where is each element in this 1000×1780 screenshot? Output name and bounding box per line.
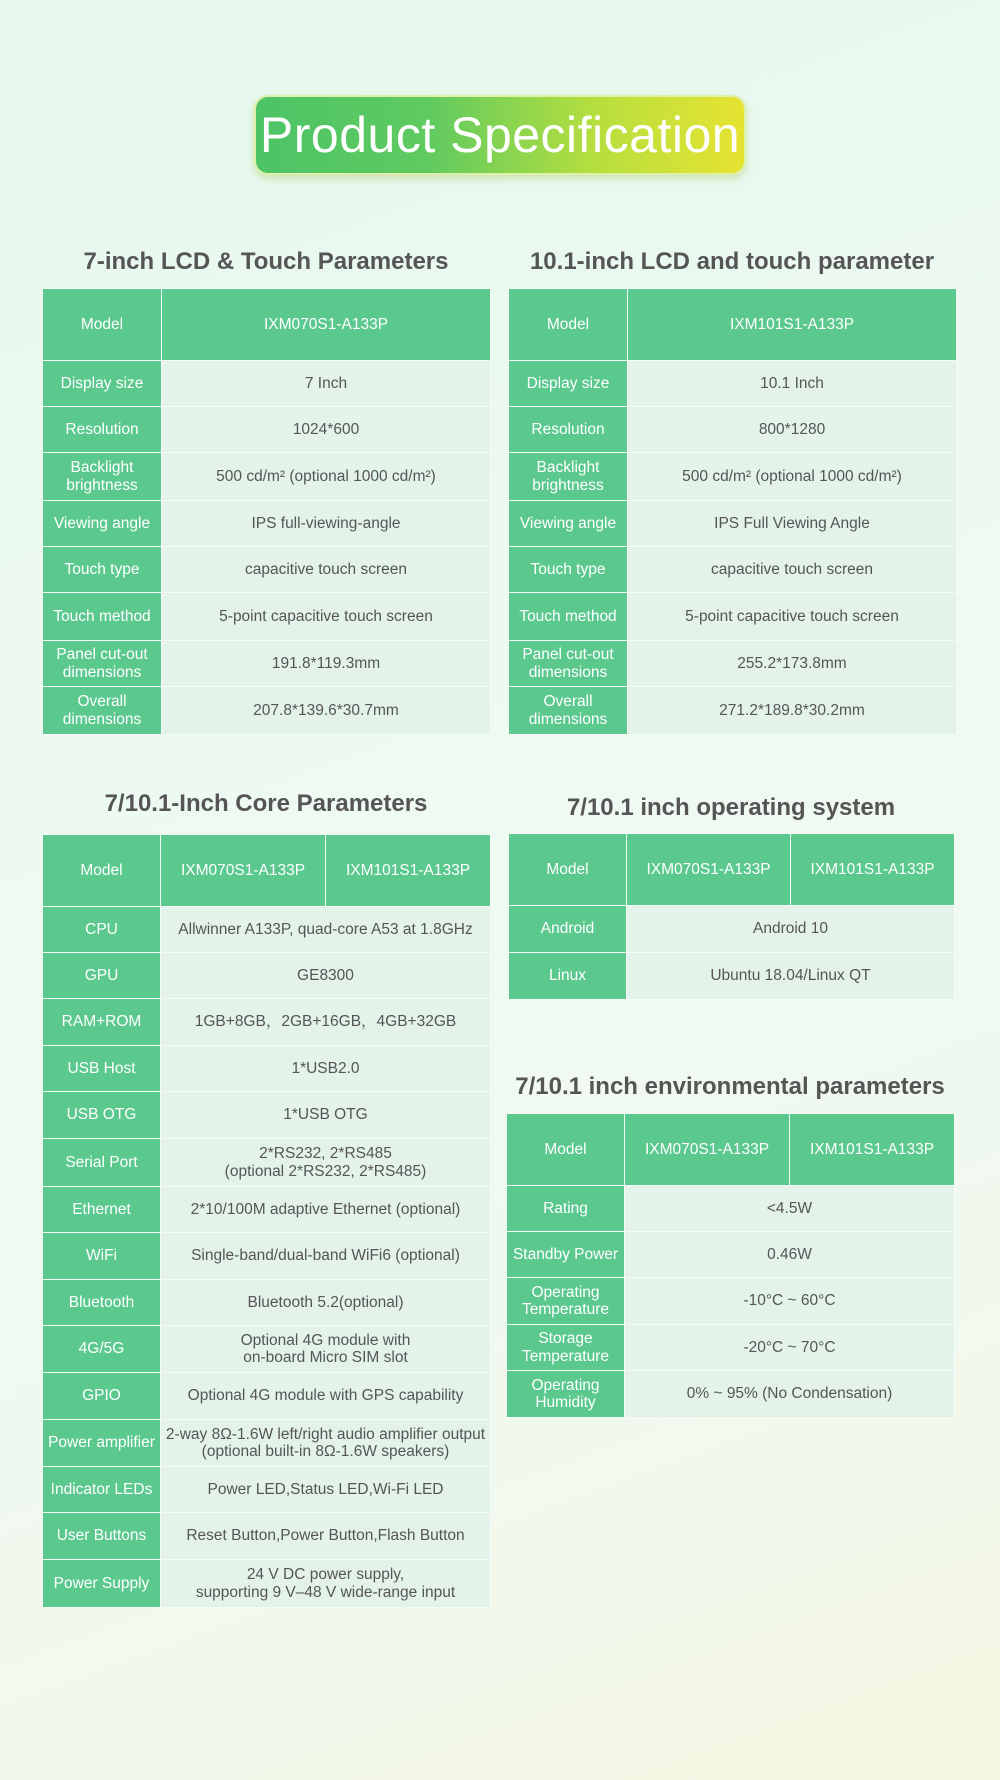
row-label-serial-port: Serial Port	[43, 1139, 161, 1187]
row-value-serial-port: 2*RS232, 2*RS485 (optional 2*RS232, 2*RS485)	[161, 1139, 491, 1187]
row-value-overall-dimensions: 207.8*139.6*30.7mm	[162, 687, 491, 735]
table-row	[43, 687, 491, 735]
model-10inch: IXM101S1-A133P	[326, 835, 491, 907]
model-label: Model	[507, 1114, 625, 1186]
table-row	[43, 453, 491, 501]
table-row	[509, 547, 957, 593]
row-value-usb-otg: 1*USB OTG	[161, 1092, 491, 1139]
row-value-gpu: GE8300	[161, 953, 491, 999]
row-label-usb-host: USB Host	[43, 1046, 161, 1092]
row-value-ethernet: 2*10/100M adaptive Ethernet (optional)	[161, 1187, 491, 1233]
row-value-backlight-brightness: 500 cd/m² (optional 1000 cd/m²)	[162, 453, 491, 501]
row-value-touch-method: 5-point capacitive touch screen	[628, 593, 957, 641]
row-label-bluetooth: Bluetooth	[43, 1280, 161, 1326]
row-value-standby-power: 0.46W	[625, 1232, 955, 1278]
env-table	[506, 1113, 955, 1418]
row-label-display-size: Display size	[43, 361, 162, 407]
core-title: 7/10.1-Inch Core Parameters	[104, 790, 428, 817]
table-row	[43, 907, 491, 953]
table-row	[43, 641, 491, 687]
table-row	[507, 1186, 955, 1232]
row-value-model: IXM101S1-A133P	[628, 289, 957, 361]
row-value-indicator-leds: Power LED,Status LED,Wi-Fi LED	[161, 1467, 491, 1513]
table-row	[43, 1513, 491, 1560]
row-value-ram-rom: 1GB+8GB，2GB+16GB，4GB+32GB	[161, 999, 491, 1046]
row-label-panel-cut-out-dimensions: Panel cut-out dimensions	[509, 641, 628, 687]
row-value-operating-temperature: -10°C ~ 60°C	[625, 1278, 955, 1325]
row-value-viewing-angle: IPS Full Viewing Angle	[628, 501, 957, 547]
table-row	[509, 501, 957, 547]
row-label-resolution: Resolution	[43, 407, 162, 453]
row-value-panel-cut-out-dimensions: 255.2*173.8mm	[628, 641, 957, 687]
table-row	[43, 1326, 491, 1373]
header-row	[43, 835, 491, 907]
row-label-overall-dimensions: Overall dimensions	[43, 687, 162, 735]
table-row	[509, 289, 957, 361]
row-label-wifi: WiFi	[43, 1233, 161, 1280]
table-row	[507, 1278, 955, 1325]
row-label-panel-cut-out-dimensions: Panel cut-out dimensions	[43, 641, 162, 687]
row-label-viewing-angle: Viewing angle	[43, 501, 162, 547]
row-label-4g-5g: 4G/5G	[43, 1326, 161, 1373]
table-row	[509, 641, 957, 687]
row-label-power-supply: Power Supply	[43, 1560, 161, 1608]
table-row	[43, 593, 491, 641]
row-value-overall-dimensions: 271.2*189.8*30.2mm	[628, 687, 957, 735]
row-value-android: Android 10	[627, 906, 955, 953]
table-row	[507, 1325, 955, 1371]
row-value-model: IXM070S1-A133P	[162, 289, 491, 361]
row-label-backlight-brightness: Backlight brightness	[509, 453, 628, 501]
page-title: Product Specification	[259, 107, 741, 163]
row-value-viewing-angle: IPS full-viewing-angle	[162, 501, 491, 547]
lcd10-table	[508, 288, 957, 735]
row-label-standby-power: Standby Power	[507, 1232, 625, 1278]
row-value-wifi: Single-band/dual-band WiFi6 (optional)	[161, 1233, 491, 1280]
row-label-rating: Rating	[507, 1186, 625, 1232]
table-row	[43, 289, 491, 361]
table-row	[509, 953, 955, 1000]
row-value-user-buttons: Reset Button,Power Button,Flash Button	[161, 1513, 491, 1560]
model-7inch: IXM070S1-A133P	[161, 835, 326, 907]
table-row	[43, 1233, 491, 1280]
row-label-operating-humidity: Operating Humidity	[507, 1371, 625, 1418]
row-label-touch-method: Touch method	[43, 593, 162, 641]
model-10inch: IXM101S1-A133P	[790, 1114, 955, 1186]
row-label-indicator-leds: Indicator LEDs	[43, 1467, 161, 1513]
table-row	[43, 1467, 491, 1513]
row-label-operating-temperature: Operating Temperature	[507, 1278, 625, 1325]
table-row	[509, 687, 957, 735]
row-label-ram-rom: RAM+ROM	[43, 999, 161, 1046]
table-row	[509, 407, 957, 453]
model-7inch: IXM070S1-A133P	[625, 1114, 790, 1186]
table-row	[43, 1280, 491, 1326]
os-title: 7/10.1 inch operating system	[566, 794, 896, 821]
row-value-resolution: 1024*600	[162, 407, 491, 453]
table-row	[43, 501, 491, 547]
table-row	[507, 1371, 955, 1418]
row-value-touch-method: 5-point capacitive touch screen	[162, 593, 491, 641]
model-7inch: IXM070S1-A133P	[627, 834, 791, 906]
row-value-operating-humidity: 0% ~ 95% (No Condensation)	[625, 1371, 955, 1418]
table-row	[43, 1046, 491, 1092]
row-label-touch-type: Touch type	[509, 547, 628, 593]
env-title: 7/10.1 inch environmental parameters	[515, 1073, 945, 1100]
page-title-banner	[254, 95, 746, 175]
row-label-touch-method: Touch method	[509, 593, 628, 641]
row-label-android: Android	[509, 906, 627, 953]
model-10inch: IXM101S1-A133P	[791, 834, 955, 906]
row-value-touch-type: capacitive touch screen	[628, 547, 957, 593]
table-row	[43, 1373, 491, 1420]
table-row	[43, 1139, 491, 1187]
row-label-model: Model	[43, 289, 162, 361]
table-row	[507, 1232, 955, 1278]
row-label-viewing-angle: Viewing angle	[509, 501, 628, 547]
table-row	[43, 1092, 491, 1139]
lcd10-title: 10.1-inch LCD and touch parameter	[529, 248, 935, 275]
header-row	[507, 1114, 955, 1186]
row-value-backlight-brightness: 500 cd/m² (optional 1000 cd/m²)	[628, 453, 957, 501]
row-value-display-size: 7 Inch	[162, 361, 491, 407]
table-row	[43, 361, 491, 407]
lcd7-title: 7-inch LCD & Touch Parameters	[83, 248, 449, 275]
header-row	[509, 834, 955, 906]
table-row	[509, 453, 957, 501]
row-value-panel-cut-out-dimensions: 191.8*119.3mm	[162, 641, 491, 687]
row-label-touch-type: Touch type	[43, 547, 162, 593]
row-label-power-amplifier: Power amplifier	[43, 1420, 161, 1467]
table-row	[43, 1560, 491, 1608]
row-value-touch-type: capacitive touch screen	[162, 547, 491, 593]
row-label-backlight-brightness: Backlight brightness	[43, 453, 162, 501]
row-label-gpio: GPIO	[43, 1373, 161, 1420]
row-value-power-amplifier: 2-way 8Ω-1.6W left/right audio amplifier output (optional built-in 8Ω-1.6W speakers)	[161, 1420, 491, 1467]
row-value-display-size: 10.1 Inch	[628, 361, 957, 407]
row-label-gpu: GPU	[43, 953, 161, 999]
table-row	[509, 593, 957, 641]
row-value-linux: Ubuntu 18.04/Linux QT	[627, 953, 955, 1000]
row-label-usb-otg: USB OTG	[43, 1092, 161, 1139]
table-row	[43, 953, 491, 999]
row-label-storage-temperature: Storage Temperature	[507, 1325, 625, 1371]
table-row	[43, 1420, 491, 1467]
row-label-resolution: Resolution	[509, 407, 628, 453]
row-value-cpu: Allwinner A133P, quad-core A53 at 1.8GHz	[161, 907, 491, 953]
core-table	[42, 834, 491, 1608]
row-value-storage-temperature: -20°C ~ 70°C	[625, 1325, 955, 1371]
row-label-cpu: CPU	[43, 907, 161, 953]
row-value-usb-host: 1*USB2.0	[161, 1046, 491, 1092]
model-label: Model	[509, 834, 627, 906]
row-value-resolution: 800*1280	[628, 407, 957, 453]
os-table	[508, 833, 955, 1000]
table-row	[43, 547, 491, 593]
row-value-gpio: Optional 4G module with GPS capability	[161, 1373, 491, 1420]
model-label: Model	[43, 835, 161, 907]
row-label-overall-dimensions: Overall dimensions	[509, 687, 628, 735]
table-row	[509, 361, 957, 407]
row-label-ethernet: Ethernet	[43, 1187, 161, 1233]
row-label-user-buttons: User Buttons	[43, 1513, 161, 1560]
row-value-4g-5g: Optional 4G module with on-board Micro SIM slot	[161, 1326, 491, 1373]
row-label-model: Model	[509, 289, 628, 361]
table-row	[43, 1187, 491, 1233]
row-value-bluetooth: Bluetooth 5.2(optional)	[161, 1280, 491, 1326]
table-row	[43, 407, 491, 453]
table-row	[509, 906, 955, 953]
row-value-rating: <4.5W	[625, 1186, 955, 1232]
lcd7-table	[42, 288, 491, 735]
row-value-power-supply: 24 V DC power supply, supporting 9 V–48 V wide-range input	[161, 1560, 491, 1608]
table-row	[43, 999, 491, 1046]
row-label-linux: Linux	[509, 953, 627, 1000]
row-label-display-size: Display size	[509, 361, 628, 407]
